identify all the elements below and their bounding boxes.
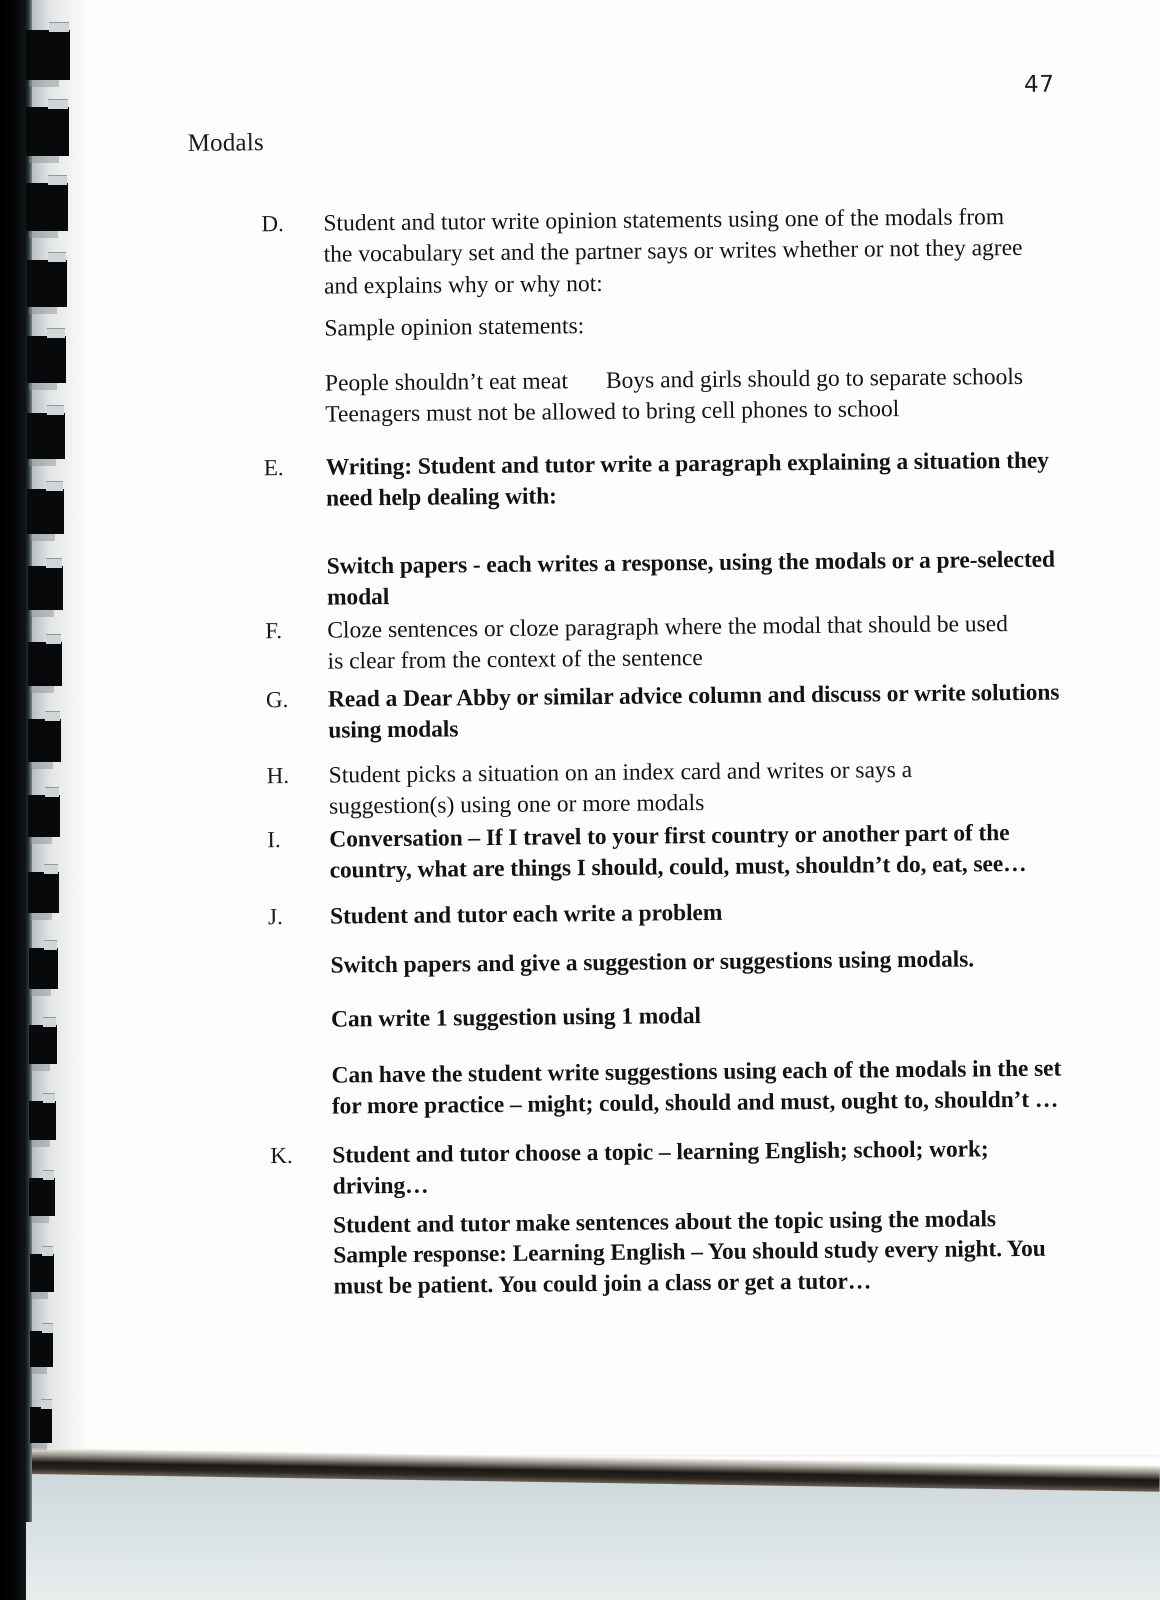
list-item-h [267, 753, 1078, 823]
list-item-f [265, 609, 1066, 679]
list-marker-h: H. [266, 762, 290, 789]
list-marker-g: G. [265, 686, 289, 713]
list-marker-f: F. [265, 618, 283, 644]
paragraph-more-practice: Can have the student write suggestions using each of the modals in the set for more practice – might; could, should and must, ought to, shouldn’t … [331, 1055, 1062, 1120]
list-text-h: Student picks a situation on an index card and writes or says a suggestion(s) using one or more modals [328, 757, 913, 820]
list-text-e: Writing: Student and tutor write a paragraph explaining a situation they need help dealing with: [325, 447, 1049, 512]
list-item-e [264, 445, 1075, 515]
list-marker-i: I. [267, 827, 281, 853]
list-marker-d: D. [261, 211, 284, 237]
list-text-k: Student and tutor choose a topic – learning English; school; work; driving… [332, 1136, 989, 1200]
list-text-i: Conversation – If I travel to your first country or another part of the country, what are things I should, could, must, shouldn’t do, eat, see… [329, 820, 1027, 884]
list-text-f: Cloze sentences or cloze paragraph where the modal that should be used is clear from the context of the sentence [327, 611, 1009, 675]
list-text-j: Student and tutor each write a problem [329, 899, 723, 930]
list-marker-e: E. [263, 455, 284, 481]
list-item-d [261, 202, 1062, 303]
list-item-j [268, 894, 1078, 933]
list-item-i [267, 817, 1078, 887]
paragraph-one-suggestion: Can write 1 suggestion using 1 modal [330, 1003, 702, 1033]
sample-statement-3: Teenagers must not be allowed to bring cell phones to school [325, 396, 900, 428]
list-item-k [270, 1133, 1081, 1203]
list-text-d: Student and tutor write opinion statements using one of the modals from the vocabulary set and the partner says or writes whether or not they agree and explains why or why not: [323, 204, 1023, 300]
list-text-g: Read a Dear Abby or similar advice column and discuss or write solutions using modals [327, 679, 1060, 744]
paragraph-sample-response: Sample response: Learning English – You should study every night. You must be patient. You could join a class or get a tutor… [333, 1235, 1046, 1300]
sample-opinion-label: Sample opinion statements: [324, 313, 585, 342]
page-number: 47 [1023, 71, 1055, 98]
list-item-g [266, 677, 1077, 747]
paragraph-make-sentences: Student and tutor make sentences about the topic using the modals [332, 1206, 997, 1239]
paragraph-switch-papers-response: Switch papers - each writes a response, using the modals or a pre-selected modal [326, 546, 1056, 611]
list-marker-j: J. [267, 904, 283, 930]
page-title: Modals [187, 129, 264, 157]
sample-opinion-statements [325, 362, 1066, 432]
paragraph-switch-papers-suggestions: Switch papers and give a suggestion or suggestions using modals. [330, 946, 975, 979]
sample-statement-1: People shouldn’t eat meat [324, 368, 569, 397]
sample-statement-2: Boys and girls should go to separate schools [605, 363, 1024, 394]
list-marker-k: K. [270, 1142, 293, 1169]
